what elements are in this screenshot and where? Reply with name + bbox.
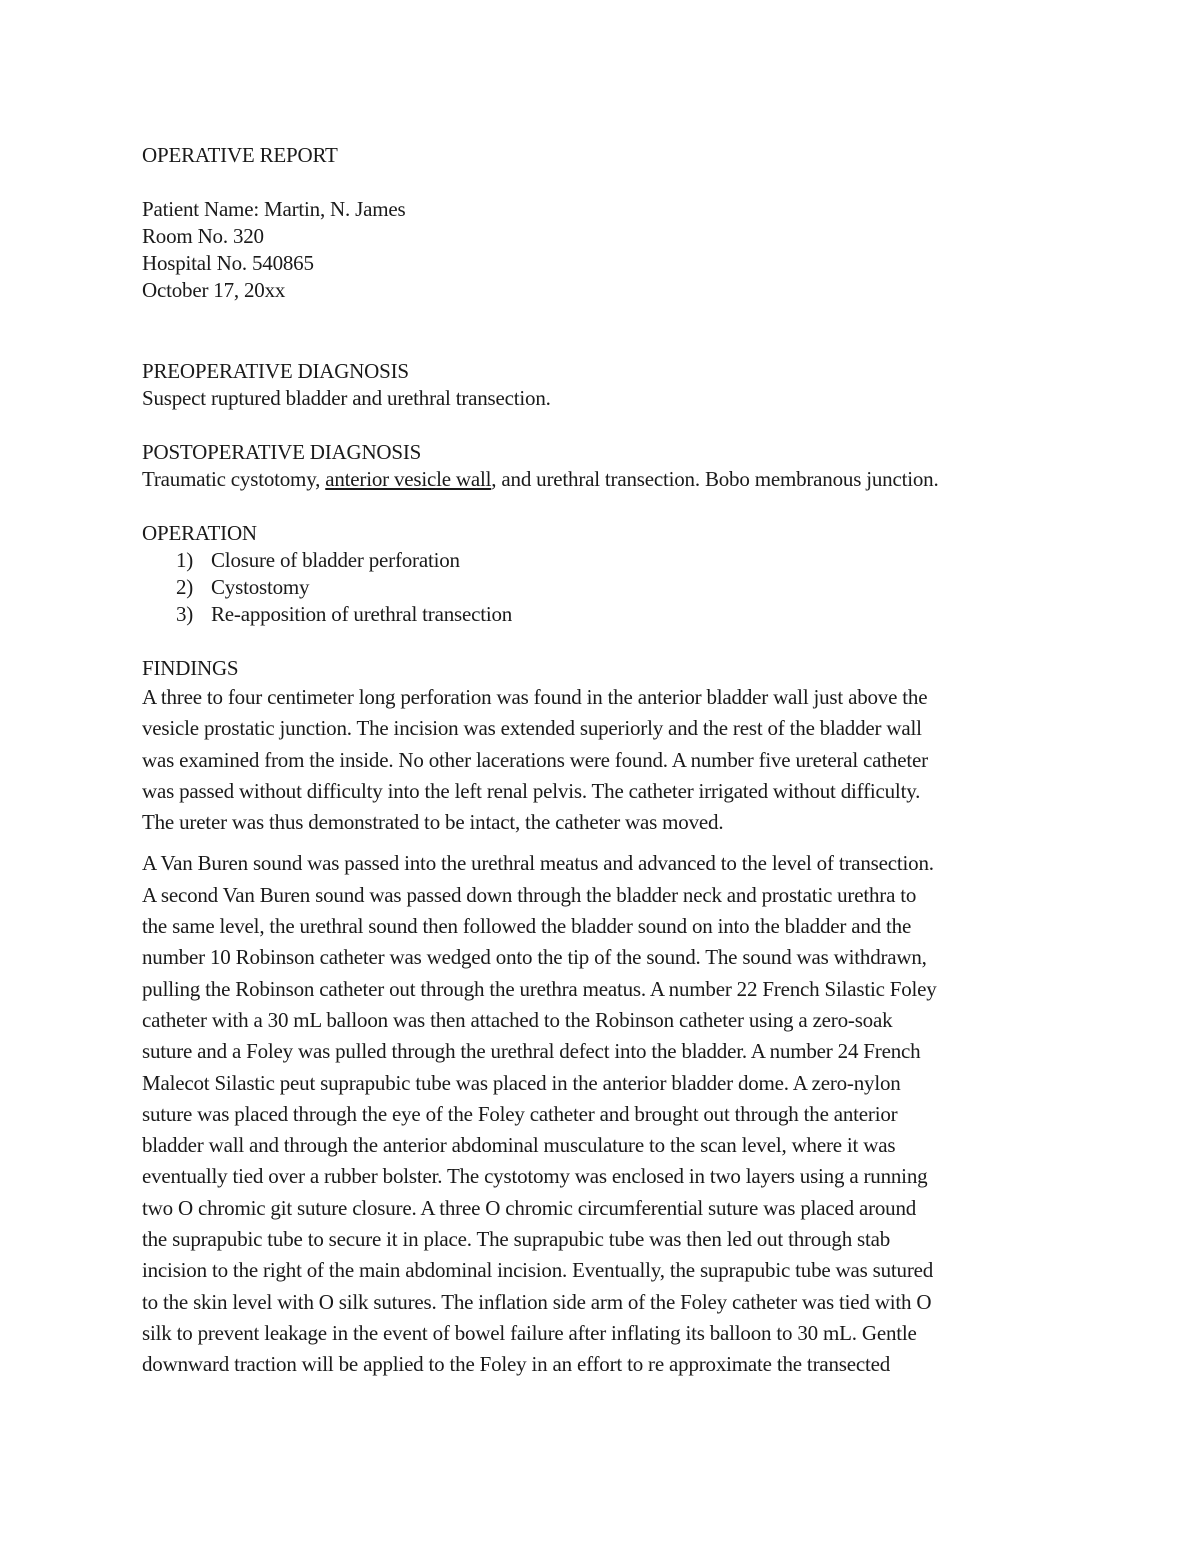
paragraph-line: A second Van Buren sound was passed down through the bladder neck and prostatic urethra to — [142, 882, 917, 907]
hospital-number: Hospital No. 540865 — [142, 251, 314, 275]
list-item-number: 3) — [176, 602, 194, 626]
list-item-text: Closure of bladder perforation — [211, 548, 460, 572]
operation-section — [142, 520, 1062, 628]
room-number: Room No. 320 — [142, 224, 264, 248]
paragraph-line: eventually tied over a rubber bolster. The cystotomy was enclosed in two layers using a running — [142, 1164, 928, 1189]
postoperative-heading: POSTOPERATIVE DIAGNOSIS — [142, 440, 422, 464]
paragraph-line: vesicle prostatic junction. The incision was extended superiorly and the rest of the bladder wall — [142, 716, 922, 741]
paragraph-line: downward traction will be applied to the Foley in an effort to re approximate the transected — [142, 1352, 891, 1377]
postoperative-underlined-text: anterior vesicle wall — [325, 467, 492, 491]
operation-list — [142, 547, 1062, 628]
paragraph-line: was passed without difficulty into the left renal pelvis. The catheter irrigated without difficulty. — [142, 778, 921, 803]
document-page — [142, 142, 1062, 1381]
paragraph-line: the suprapubic tube to secure it in place. The suprapubic tube was then led out through stab — [142, 1227, 891, 1252]
operation-heading: OPERATION — [142, 521, 257, 545]
spacer — [142, 304, 1062, 358]
paragraph-line: A three to four centimeter long perforation was found in the anterior bladder wall just above the — [142, 685, 928, 709]
findings-section — [142, 655, 1062, 1381]
spacer — [142, 493, 1062, 520]
paragraph-line: two O chromic git suture closure. A three O chromic circumferential suture was placed around — [142, 1195, 917, 1220]
postoperative-text-end: , and urethral transection. Bobo membranous junction. — [491, 467, 939, 491]
paragraph-line: silk to prevent leakage in the event of bowel failure after inflating its balloon to 30 mL. Gentle — [142, 1320, 917, 1345]
postoperative-section — [142, 439, 1062, 493]
paragraph-line: pulling the Robinson catheter out through the urethra meatus. A number 22 French Silastic Foley — [142, 976, 937, 1001]
preoperative-section — [142, 358, 1062, 412]
spacer — [142, 628, 1062, 655]
paragraph-line: The ureter was thus demonstrated to be intact, the catheter was moved. — [142, 810, 724, 835]
postoperative-text-start: Traumatic cystotomy, — [142, 467, 326, 491]
preoperative-heading: PREOPERATIVE DIAGNOSIS — [142, 359, 409, 383]
paragraph-line: A Van Buren sound was passed into the urethral meatus and advanced to the level of transection. — [142, 851, 934, 876]
paragraph-line: bladder wall and through the anterior abdominal musculature to the scan level, where it was — [142, 1133, 896, 1158]
report-title: OPERATIVE REPORT — [142, 143, 338, 167]
paragraph-line: to the skin level with O silk sutures. The inflation side arm of the Foley catheter was tied with O — [142, 1289, 932, 1314]
paragraph-line: was examined from the inside. No other lacerations were found. A number five ureteral catheter — [142, 747, 928, 772]
list-item-text: Re-apposition of urethral transection — [211, 602, 513, 626]
paragraph-line: Malecot Silastic peut suprapubic tube was placed in the anterior bladder dome. A zero-nylon — [142, 1070, 901, 1095]
list-item-text: Cystostomy — [211, 575, 310, 599]
postoperative-text — [142, 466, 1062, 493]
preoperative-text: Suspect ruptured bladder and urethral transection. — [142, 386, 551, 410]
paragraph-line: suture and a Foley was pulled through the urethral defect into the bladder. A number 24 French — [142, 1039, 921, 1064]
findings-heading: FINDINGS — [142, 656, 239, 680]
list-item — [142, 547, 1062, 574]
findings-paragraph-2 — [142, 848, 1062, 1380]
patient-name: Patient Name: Martin, N. James — [142, 197, 406, 221]
findings-paragraph-1 — [142, 682, 1062, 838]
spacer — [142, 412, 1062, 439]
paragraph-line: catheter with a 30 mL balloon was then attached to the Robinson catheter using a zero-soak — [142, 1007, 893, 1032]
list-item — [142, 574, 1062, 601]
spacer — [142, 169, 1062, 196]
paragraph-line: incision to the right of the main abdominal incision. Eventually, the suprapubic tube was sutured — [142, 1258, 934, 1283]
paragraph-line: number 10 Robinson catheter was wedged onto the tip of the sound. The sound was withdrawn, — [142, 945, 927, 970]
paragraph-line: the same level, the urethral sound then followed the bladder sound on into the bladder and the — [142, 914, 912, 939]
list-item-number: 2) — [176, 575, 194, 599]
list-item — [142, 601, 1062, 628]
paragraph-line: suture was placed through the eye of the Foley catheter and brought out through the anterior — [142, 1101, 898, 1126]
list-item-number: 1) — [176, 548, 194, 572]
patient-info — [142, 196, 1062, 304]
report-date: October 17, 20xx — [142, 278, 286, 302]
spacer — [142, 838, 1062, 848]
